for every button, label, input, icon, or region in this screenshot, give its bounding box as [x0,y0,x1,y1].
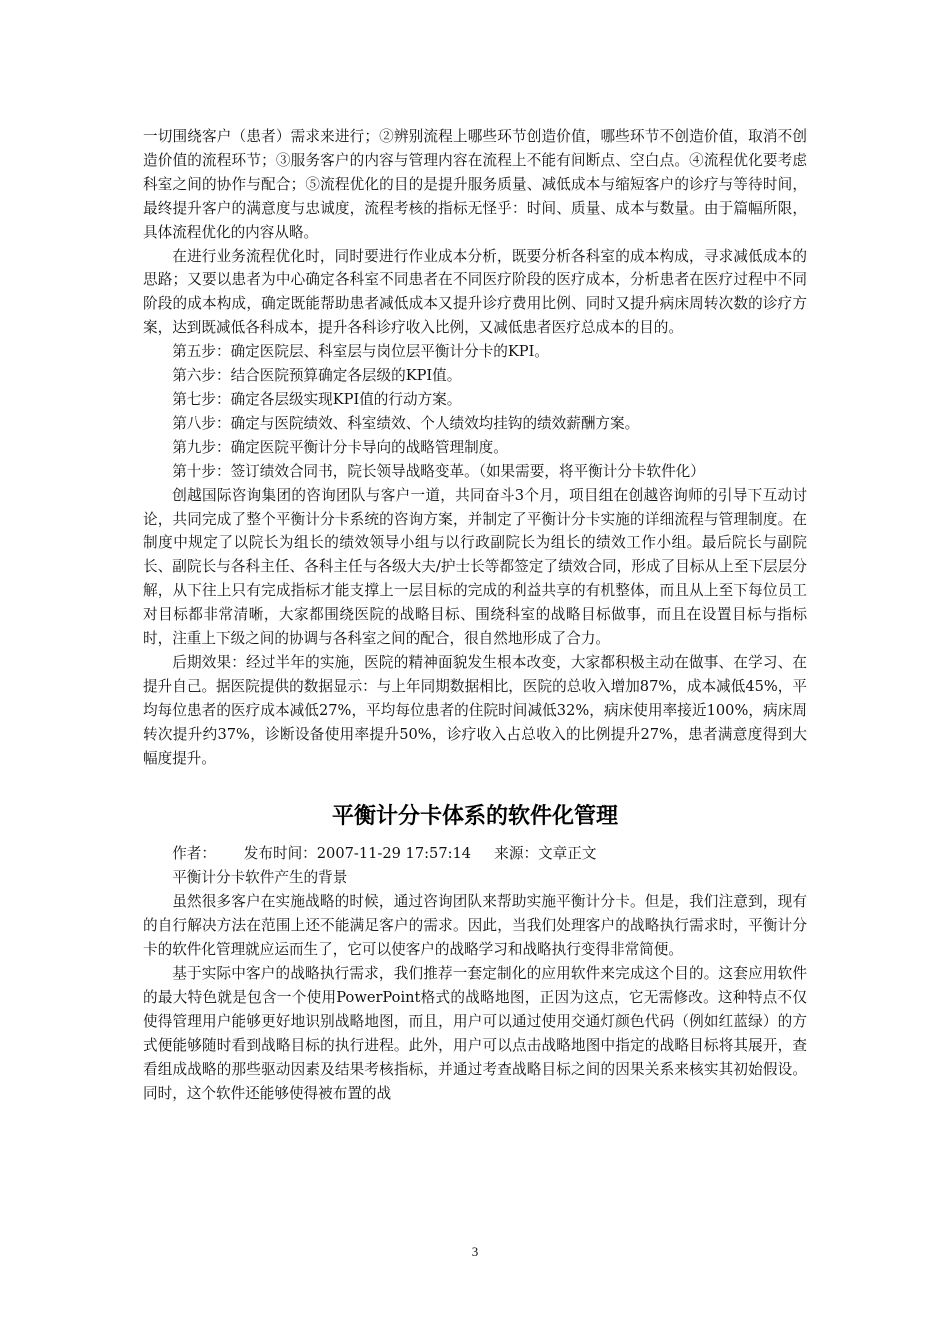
paragraph-continuation: 一切围绕客户（患者）需求来进行；②辨别流程上哪些环节创造价值，哪些环节不创造价值，取消不创造价值的流程环节；③服务客户的内容与管理内容在流程上不能有间断点、空白点。④流程优化要考虑科室之间的协作与配合；⑤流程优化的目的是提升服务质量、减低成本与缩短客户的诊疗与等待时间，最终提升客户的满意度与忠诚度，流程考核的指标无怪乎：时间、质量、成本与数量。由于篇幅所限，具体流程优化的内容从略。 [143,128,807,241]
paragraph-results: 后期效果：经过半年的实施，医院的精神面貌发生根本改变，大家都积极主动在做事、在学习、在提升自己。据医院提供的数据显示：与上年同期数据相比，医院的总收入增加87%，成本减低45%，平均每位患者的医疗成本减低27%，平均每位患者的住院时间减低32%，病床使用率接近100%，病床周转次提升约37%，诊断设备使用率提升50%，诊疗收入占总收入的比例提升27%，患者满意度得到大幅度提升。 [143,653,807,767]
paragraph-step-7: 第七步：确定各层级实现KPI值的行动方案。 [172,390,462,408]
paragraph-step-8: 第八步：确定与医院绩效、科室绩效、个人绩效均挂钩的绩效薪酬方案。 [172,414,640,432]
paragraph-step-6: 第六步：结合医院预算确定各层级的KPI值。 [172,367,462,385]
paragraph-step-5: 第五步：确定医院层、科室层与岗位层平衡计分卡的KPI。 [172,343,549,361]
page-number: 3 [471,1244,479,1259]
article-paragraph-background: 虽然很多客户在实施战略的时候，通过咨询团队来帮助实施平衡计分卡。但是，我们注意到，现有的自行解决方法在范围上还不能满足客户的需求。因此，当我们处理客户的战略执行需求时，平衡计分卡的软件化管理就应运而生了，它可以使客户的战略学习和战略执行变得非常简便。 [143,893,807,959]
paragraph-consulting-team: 创越国际咨询集团的咨询团队与客户一道，共同奋斗3个月，项目组在创越咨询师的引导下互动讨论，共同完成了整个平衡计分卡系统的咨询方案，并制定了平衡计分卡实施的详细流程与管理制度。在制度中规定了以院长为组长的绩效领导小组与以行政副院长为组长的绩效工作小组。最后院长与副院长、副院长与各科主任、各科主任与各级大夫/护士长等都签定了绩效合同，形成了目标从上至下层层分解，从下往上只有完成指标才能支撑上一层目标的完成的利益共享的有机整体，而且从上至下每位员工对目标都非常清晰，大家都围绕医院的战略目标、围绕科室的战略目标做事，而且在设置目标与指标时，注重上下级之间的协调与各科室之间的配合，很自然地形成了合力。 [143,486,807,648]
article-subtitle: 平衡计分卡软件产生的背景 [172,869,348,887]
article-meta: 作者： 发布时间：2007-11-29 17:57:14 来源：文章正文 [172,845,597,863]
body-text [143,125,807,1105]
article-title: 平衡计分卡体系的软件化管理 [331,804,618,830]
paragraph-step-9: 第九步：确定医院平衡计分卡导向的战略管理制度。 [172,438,508,456]
paragraph-step-10: 第十步：签订绩效合同书，院长领导战略变革。（如果需要，将平衡计分卡软件化） [172,462,705,480]
article-paragraph-software: 基于实际中客户的战略执行需求，我们推荐一套定制化的应用软件来完成这个目的。这套应用软件的最大特色就是包含一个使用PowerPoint格式的战略地图，正因为这点，它无需修改。这种特点不仅使得管理用户能够更好地识别战略地图，而且，用户可以通过使用交通灯颜色代码（例如红蓝绿）的方式便能够随时看到战略目标的执行进程。此外，用户可以点击战略地图中指定的战略目标将其展开，查看组成战略的那些驱动因素及结果考核指标，并通过考查战略目标之间的因果关系来核实其初始假设。同时，这个软件还能够使得被布置的战 [143,965,807,1102]
paragraph-cost-analysis: 在进行业务流程优化时，同时要进行作业成本分析，既要分析各科室的成本构成，寻求减低成本的思路；又要以患者为中心确定各科室不同患者在不同医疗阶段的医疗成本，分析患者在医疗过程中不同阶段的成本构成，确定既能帮助患者减低成本又提升诊疗费用比例、同时又提升病床周转次数的诊疗方案，达到既减低各科成本，提升各科诊疗收入比例，又减低患者医疗总成本的目的。 [143,247,807,337]
